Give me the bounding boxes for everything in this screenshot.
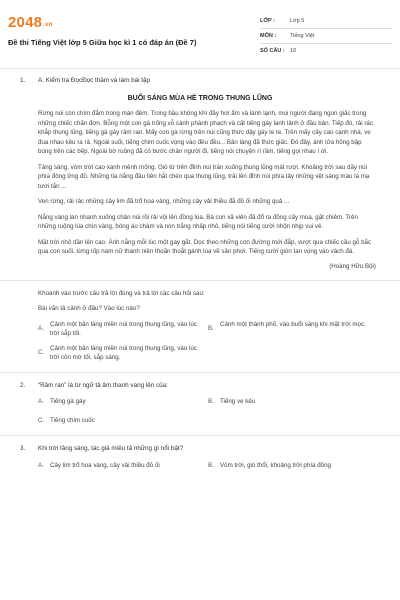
- exam-title: Đề thi Tiếng Việt lớp 5 Giữa học kì 1 có đáp án (Đề 7): [8, 38, 197, 47]
- answer-choices: [38, 320, 378, 362]
- answer-choices: [38, 397, 378, 425]
- answer-choice-b[interactable]: [208, 320, 378, 338]
- passage-paragraph: Rừng núi còn chìm đắm trong màn đêm. Trong bầu không khí đầy hơi ẩm và lành lạnh, mọi người đang ngon giấc trong những chiếc chăn đơn. Bỗng một con gà trống vỗ cánh phành phạch và cất tiếng gáy lanh lảnh ở đầu bản. Tiếp đó, rải rác khắp thung lũng, tiếng gà gáy râm ran. Mấy con gà rừng trên núi cũng thức dậy gáy te te. Trên mấy cây cao cạnh nhà, ve đua nhau kêu ra rả. Ngoài suối, tiếng chim cuốc vọng vào đều đều... Bản làng đã thức giấc. Đó đây, ánh lửa hồng bập bùng trên các bếp. Ngoài bờ ruộng đã có bước chân người đi, tiếng nói chuyện rì rầm, tiếng gọi nhau í ới.: [38, 110, 373, 156]
- passage-paragraph: Mặt trời nhô dần lên cao. Ánh nắng mỗi lúc một gay gắt. Dọc theo những con đường mới đắp, vượt qua chiếc cầu gỗ bắc qua con suối, từng tốp nam nữ thanh niên thoăn thoắt gánh lúa về sân phơi. Tiếng cười giòn tan vọng vào vách đá.: [38, 238, 372, 256]
- question-text: A. Kiểm tra ĐọcĐọc thầm và làm bài tập: [38, 77, 150, 84]
- question-3: [0, 444, 400, 453]
- choice-label: A.: [38, 398, 44, 406]
- choice-label: A.: [38, 461, 44, 469]
- exam-content: [0, 76, 400, 470]
- answer-choice-a[interactable]: [38, 461, 208, 470]
- section-divider: [0, 435, 400, 436]
- question-number: 3.: [20, 445, 26, 453]
- question-text: “Râm ran” là từ ngữ tả âm thanh vang lên của:: [38, 381, 168, 389]
- instruction-text: Khoanh vào trước câu trả lời đúng và trả lời các câu hỏi sau:: [38, 289, 205, 297]
- choice-text: Tiếng gà gáy: [50, 398, 86, 406]
- meta-row-count: [260, 44, 392, 58]
- passage-paragraph: Ven rừng, rải rác những cây lim đã trổ hoa vàng, những cây vải thiều đã đỏ ối những quả ...: [38, 198, 290, 206]
- logo-text[interactable]: 2048: [8, 14, 43, 31]
- sub-question-text: Bài văn tả cảnh ở đâu? Vào lúc nào?: [38, 305, 140, 313]
- choice-text: Vòm trời, gió thổi, khoảng trời phía đông: [220, 461, 331, 469]
- answer-choice-b[interactable]: [208, 461, 378, 470]
- choice-text: Cây lim trổ hoa vàng, cây vải thiều đỏ ối: [50, 461, 160, 469]
- question-2: [0, 381, 400, 390]
- passage-paragraph: Tảng sáng, vòm trời cao xanh mênh mông. Gió từ trên đỉnh núi tràn xuống thung lũng mát rượi. Khoảng trời sau dãy núi phía đông ửng đỏ. Những tia nắng đầu tiên hắt chéo qua thung lũng, trải lên đỉnh núi phía tây những vệt sáng màu lá mạ tươi tắn ...: [38, 163, 370, 190]
- meta-key: LỚP :: [260, 18, 275, 24]
- meta-value: 10: [290, 48, 297, 54]
- passage-paragraph: Nắng vàng lan nhanh xuống chân núi rồi rải vội lên đồng lúa. Bà con xã viên đã đổ ra đồng cấy mùa, gặt chiêm. Trên những ruộng lúa chín vàng, bóng áo chàm và nón trắng nhấp nhô, tiếng nói tiếng cười nhộn nhịp vui vẻ.: [38, 213, 358, 231]
- choice-label: A.: [38, 324, 44, 332]
- meta-row-subject: [260, 29, 392, 44]
- question-text: Khi trời tảng sáng, tác giả miêu tả những gì nổi bật?: [38, 445, 184, 453]
- choice-text: Cảnh một thành phố, vào buổi sáng khi mặt trời mọc.: [220, 320, 366, 328]
- answer-choice-a[interactable]: [38, 320, 208, 338]
- answer-choice-c[interactable]: [38, 416, 208, 425]
- question-number: 2.: [20, 381, 26, 389]
- passage-author: (Hoàng Hữu Bội): [329, 262, 376, 270]
- choice-label: B.: [208, 324, 214, 332]
- choice-text: Cảnh một bản làng miền núi trong thung lũng, vào lúc trời còn mờ tối, sắp sáng.: [50, 344, 197, 361]
- passage-title: BUỔI SÁNG MÙA HÈ TRONG THUNG LŨNG: [127, 95, 273, 103]
- choice-text: Tiếng ve kêu: [220, 398, 256, 406]
- choice-text: Tiếng chim cuốc: [50, 417, 95, 425]
- logo-suffix: .vn: [43, 22, 53, 28]
- answer-choice-b[interactable]: [208, 397, 378, 406]
- choice-label: C.: [38, 348, 45, 356]
- exam-meta-table: [260, 14, 392, 58]
- meta-key: MÔN :: [260, 33, 277, 39]
- meta-key: SỐ CÂU :: [260, 48, 285, 54]
- choice-label: B.: [208, 461, 214, 469]
- section-divider: [0, 280, 400, 281]
- exam-header: [8, 8, 392, 60]
- section-divider: [0, 372, 400, 373]
- answer-choices: [38, 461, 378, 470]
- site-logo[interactable]: [8, 14, 52, 31]
- choice-text: Cảnh một bản làng miền núi trong thung lũng, vào lúc trời sắp tối.: [50, 320, 197, 337]
- choice-label: B.: [208, 398, 214, 406]
- answer-choice-a[interactable]: [38, 397, 208, 406]
- answer-choice-c[interactable]: [38, 344, 208, 362]
- header-divider: [0, 68, 400, 69]
- choice-label: C.: [38, 417, 45, 425]
- question-1: [0, 76, 400, 85]
- meta-row-class: [260, 14, 392, 29]
- meta-value: Tiếng Việt: [290, 33, 315, 39]
- question-number: 1.: [20, 77, 26, 84]
- meta-value: Lớp 5: [290, 18, 305, 24]
